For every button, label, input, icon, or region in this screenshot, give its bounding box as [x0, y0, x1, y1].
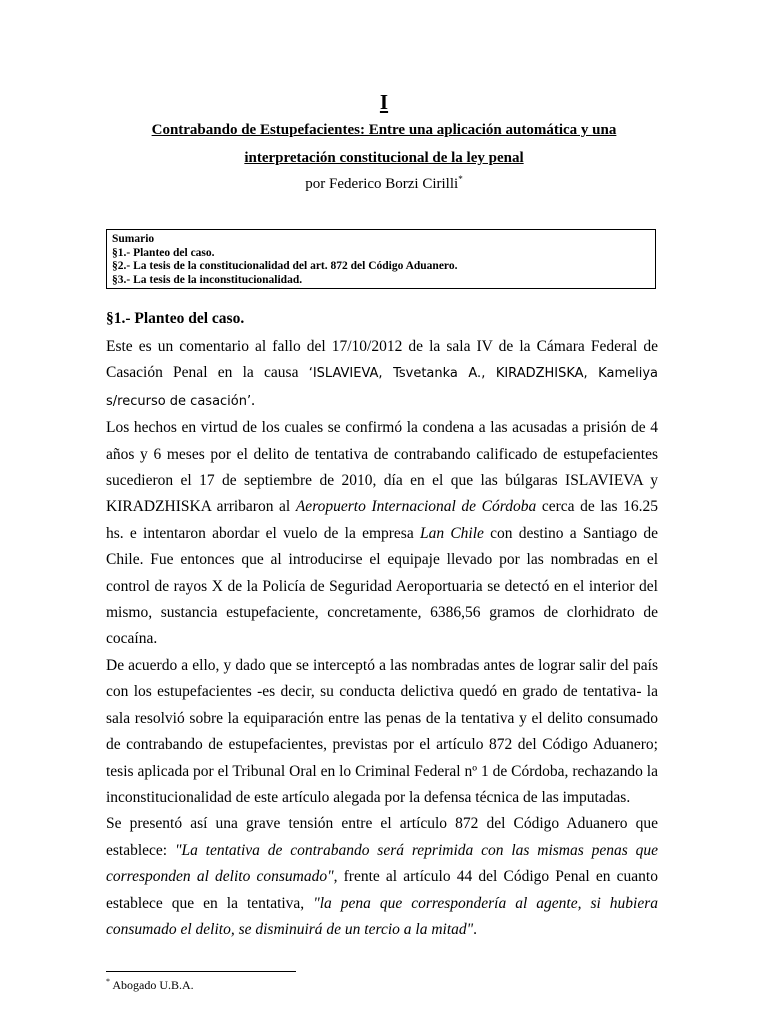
article-title-line-2: interpretación constitucional de la ley penal: [244, 150, 524, 166]
case-name: ‘ISLAVIEVA, Tsvetanka A., KIRADZHISKA, Kameliya s/recurso de casación’: [106, 366, 658, 409]
summary-box: [106, 229, 656, 289]
paragraph-text: Se presentó así una grave tensión entre el artículo 872 del Código Aduanero que establece:: [106, 815, 658, 859]
summary-item: §3.- La tesis de la inconstitucionalidad.: [112, 273, 303, 286]
paragraph-text: .: [473, 920, 478, 938]
paragraph-text: Los hechos en virtud de los cuales se confirmó la condena a las acusadas a prisión de 4 años y 6 meses por el delito de tentativa de contrabando calificado de estupefacientes sucedieron el 17 de septiembre de 2010, día en el que las búlgaras ISLAVIEVA y KIRADZHISKA arribaron al: [106, 419, 658, 516]
quote-penal-code: "la pena que correspondería al agente, si hubiera consumado el delito, se disminuirá de un tercio a la mitad": [106, 894, 658, 938]
paragraph-text: cerca de las 16.25 hs. e intentaron abordar el vuelo de la empresa: [106, 498, 659, 542]
paragraph-4: [106, 811, 658, 943]
author-footnote-mark: *: [458, 174, 463, 184]
footnote-text: Abogado U.B.A.: [110, 978, 194, 992]
airline-name: Lan Chile: [419, 524, 484, 542]
paragraph-text: Este es un comentario al fallo del 17/10/2012 de la sala IV de la Cámara Federal de Casación Penal en la causa: [106, 338, 658, 382]
airport-name: Aeropuerto Internacional de Córdoba: [295, 498, 537, 516]
author-line: [0, 176, 768, 193]
paragraph-3: De acuerdo a ello, y dado que se interceptó a las nombradas antes de lograr salir del país con los estupefacientes -es decir, su conducta delictiva quedó en grado de tentativa- la sala resolvió sobre la equiparación entre las penas de la tentativa y el delito consumado de contrabando de estupefacientes, previstas por el artículo 872 del Código Aduanero; tesis aplicada por el Tribunal Oral en lo Criminal Federal nº 1 de Córdoba, rechazando la inconstitucionalidad de este artículo alegada por la defensa técnica de las imputadas.: [106, 656, 658, 806]
author-name: por Federico Borzi Cirilli: [305, 176, 459, 192]
summary-heading: Sumario: [112, 233, 155, 245]
paragraph-text: .: [251, 391, 255, 409]
section-heading: §1.- Planteo del caso.: [106, 310, 245, 327]
article-title-line-1: Contrabando de Estupefacientes: Entre una aplicación automática y una: [151, 122, 617, 138]
paragraph-text: , frente al artículo 44 del Código Penal en cuanto establece que en la tentativa,: [106, 868, 658, 912]
chapter-number: I: [379, 90, 389, 114]
quote-customs-code: "La tentativa de contrabando será reprimida con las mismas penas que corresponden al delito consumado": [106, 841, 658, 886]
paragraph-2: [106, 415, 658, 653]
body-text: [106, 334, 658, 943]
footnote: [106, 978, 194, 993]
paragraph-1: [106, 334, 658, 415]
paragraph-text: con destino a Santiago de Chile. Fue entonces que al introducirse el equipaje llevado por las nombradas en el control de rayos X de la Policía de Seguridad Aeroportuaria se detectó en el interior del mismo, sustancia estupefaciente, concretamente, 6386,56 gramos de clorhidrato de cocaína.: [106, 524, 659, 648]
summary-item: §1.- Planteo del caso.: [112, 246, 215, 259]
summary-item: §2.- La tesis de la constitucionalidad del art. 872 del Código Aduanero.: [112, 260, 458, 272]
footnote-separator: [106, 971, 296, 972]
footnote-mark: *: [106, 977, 110, 986]
